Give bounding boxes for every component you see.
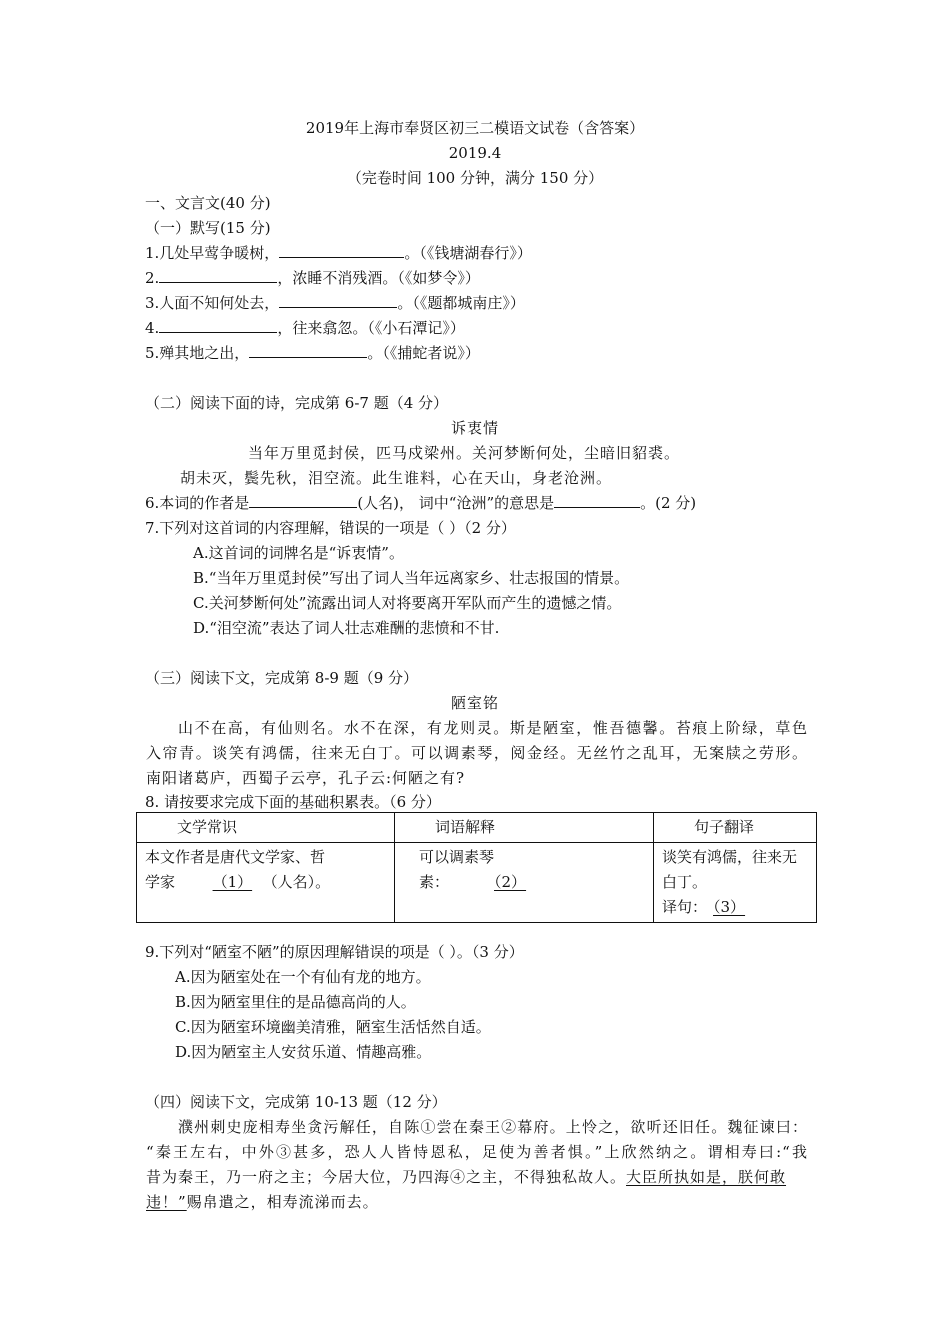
text-title: 陋室铭 — [450, 694, 499, 712]
passage-line-2: “秦王左右，中外③甚多，恐人人皆恃恩私，足使为善者惧。”上欣然纳之。谓相寿曰:“我 — [146, 1143, 808, 1161]
q7-option-b[interactable]: B.“当年万里觅封侯”写出了词人当年远离家乡、壮志报国的情景。 — [193, 569, 630, 587]
cell3-line2 — [662, 895, 808, 920]
q1-prompt: 1.几处早莺争暖树， — [145, 244, 280, 262]
q6-author-blank[interactable] — [249, 493, 357, 508]
table-row — [137, 843, 817, 923]
q7-option-c[interactable]: C.关河梦断何处”流露出词人对将要离开军队而产生的遗憾之情。 — [193, 594, 622, 612]
passage-line-3-text: 昔为秦王，乃一府之主；今居大位，乃四海④之主，不得独私故人。 — [146, 1168, 627, 1186]
q4-source: ，往来翕忽。（《小石潭记》） — [277, 319, 465, 337]
blank-1[interactable]: （1） — [212, 873, 253, 891]
question-8: 8. 请按要求完成下面的基础积累表。（6 分） — [145, 793, 441, 811]
question-7: 7.下列对这首词的内容理解，错误的一项是（ ）（2 分） — [145, 519, 516, 537]
q4-number: 4. — [145, 319, 160, 337]
part2-title: （二）阅读下面的诗，完成第 6-7 题（4 分） — [145, 394, 449, 412]
cell1-label: 学家 — [145, 873, 176, 891]
text-paragraph-line-3: 南阳诸葛庐，西蜀子云亭，孔子云:何陋之有? — [146, 769, 466, 787]
accumulation-table — [136, 812, 817, 923]
table-cell-translation — [654, 843, 817, 923]
q2-source: ，浓睡不消残酒。（《如梦令》） — [277, 269, 480, 287]
passage-line-4-text: 赐帛遣之，相寿流涕而去。 — [186, 1193, 379, 1211]
poem-line-1: 当年万里觅封侯，匹马戍梁州。关河梦断何处，尘暗旧貂裘。 — [248, 444, 681, 462]
underlined-sentence-part-2: 违！” — [146, 1193, 187, 1211]
table-header-literature: 文学常识 — [137, 813, 395, 843]
q9-option-a[interactable]: A.因为陋室处在一个有仙有龙的地方。 — [175, 968, 431, 986]
q4-answer-blank[interactable] — [159, 318, 277, 333]
q6-meaning-blank[interactable] — [554, 493, 640, 508]
q3-source: 。（《题都城南庄》） — [397, 294, 525, 312]
q2-number: 2. — [145, 269, 160, 287]
question-6 — [145, 493, 696, 513]
question-9: 9.下列对“陋室不陋”的原因理解错误的项是（ ）。（3 分） — [145, 943, 524, 961]
q7-option-d[interactable]: D.“泪空流”表达了词人壮志难酬的悲愤和不甘. — [193, 619, 500, 637]
q1-source: 。（《钱塘湖春行》） — [404, 244, 532, 262]
part4-title: （四）阅读下文，完成第 10-13 题（12 分） — [145, 1093, 447, 1111]
cell2-line1: 可以调素琴 — [419, 848, 495, 866]
cell3-label: 译句： — [662, 898, 708, 916]
text-paragraph-line-2: 入帘青。谈笑有鸿儒，往来无白丁。可以调素琴，阅金经。无丝竹之乱耳，无案牍之劳形。 — [146, 744, 808, 762]
q3-answer-blank[interactable] — [279, 293, 397, 308]
question-3 — [145, 293, 525, 313]
q5-prompt: 5.殚其地之出， — [145, 344, 250, 362]
table-header-row — [137, 813, 817, 843]
q6-prompt: 6.本词的作者是 — [145, 494, 250, 512]
cell1-line1: 本文作者是唐代文学家、哲 — [145, 848, 326, 866]
q5-source: 。（《捕蛇者说》） — [367, 344, 480, 362]
q6-middle: (人名)， 词中“沧洲”的意思是 — [357, 494, 555, 512]
poem-title: 诉衷情 — [450, 419, 499, 437]
table-header-word: 词语解释 — [395, 813, 654, 843]
underlined-sentence-part-1: 大臣所执如是，朕何敢 — [626, 1168, 787, 1186]
q9-option-c[interactable]: C.因为陋室环境幽美清雅，陋室生活恬然自适。 — [175, 1018, 491, 1036]
poem-line-2: 胡未灭，鬓先秋，泪空流。此生谁料，心在天山，身老沧洲。 — [180, 469, 613, 487]
table-cell-literature — [137, 843, 395, 923]
q9-option-d[interactable]: D.因为陋室主人安贫乐道、情趣高雅。 — [175, 1043, 432, 1061]
cell1-suffix: （人名）。 — [270, 873, 331, 891]
question-5 — [145, 343, 480, 363]
q3-prompt: 3.人面不知何处去， — [145, 294, 280, 312]
exam-date: 2019.4 — [448, 144, 502, 162]
q5-answer-blank[interactable] — [249, 343, 367, 358]
q2-answer-blank[interactable] — [159, 268, 277, 283]
part3-title: （三）阅读下文，完成第 8-9 题（9 分） — [145, 669, 419, 687]
blank-3[interactable]: （3） — [713, 898, 746, 916]
cell1-line2 — [145, 870, 386, 895]
exam-title: 2019年上海市奉贤区初三二模语文试卷（含答案） — [305, 119, 645, 137]
cell3-line1: 谈笑有鸿儒，往来无白丁。 — [662, 848, 798, 891]
passage-line-1: 濮州刺史庞相寿坐贪污解任，自陈①尝在秦王②幕府。上怜之，欲听还旧任。魏征谏曰： — [178, 1118, 808, 1136]
text-paragraph-line-1: 山不在高，有仙则名。水不在深，有龙则灵。斯是陋室，惟吾德馨。苔痕上阶绿，草色 — [178, 719, 808, 737]
q7-option-a[interactable]: A.这首词的词牌名是“诉衷情”。 — [193, 544, 404, 562]
passage-line-4 — [146, 1192, 379, 1212]
cell2-line2 — [419, 870, 645, 895]
exam-info: （完卷时间 100 分钟，满分 150 分） — [346, 169, 604, 187]
q6-score: 。(2 分) — [640, 494, 697, 512]
cell2-label: 素： — [419, 873, 450, 891]
q1-answer-blank[interactable] — [279, 243, 404, 258]
section-title: 一、文言文(40 分) — [145, 194, 271, 212]
question-4 — [145, 318, 465, 338]
blank-2[interactable]: （2） — [494, 873, 527, 891]
table-cell-word — [395, 843, 654, 923]
question-1 — [145, 243, 532, 263]
table-header-translation: 句子翻译 — [654, 813, 817, 843]
part1-title: （一）默写(15 分) — [145, 219, 271, 237]
q9-option-b[interactable]: B.因为陋室里住的是品德高尚的人。 — [175, 993, 416, 1011]
passage-line-3 — [146, 1167, 786, 1187]
question-2 — [145, 268, 480, 288]
